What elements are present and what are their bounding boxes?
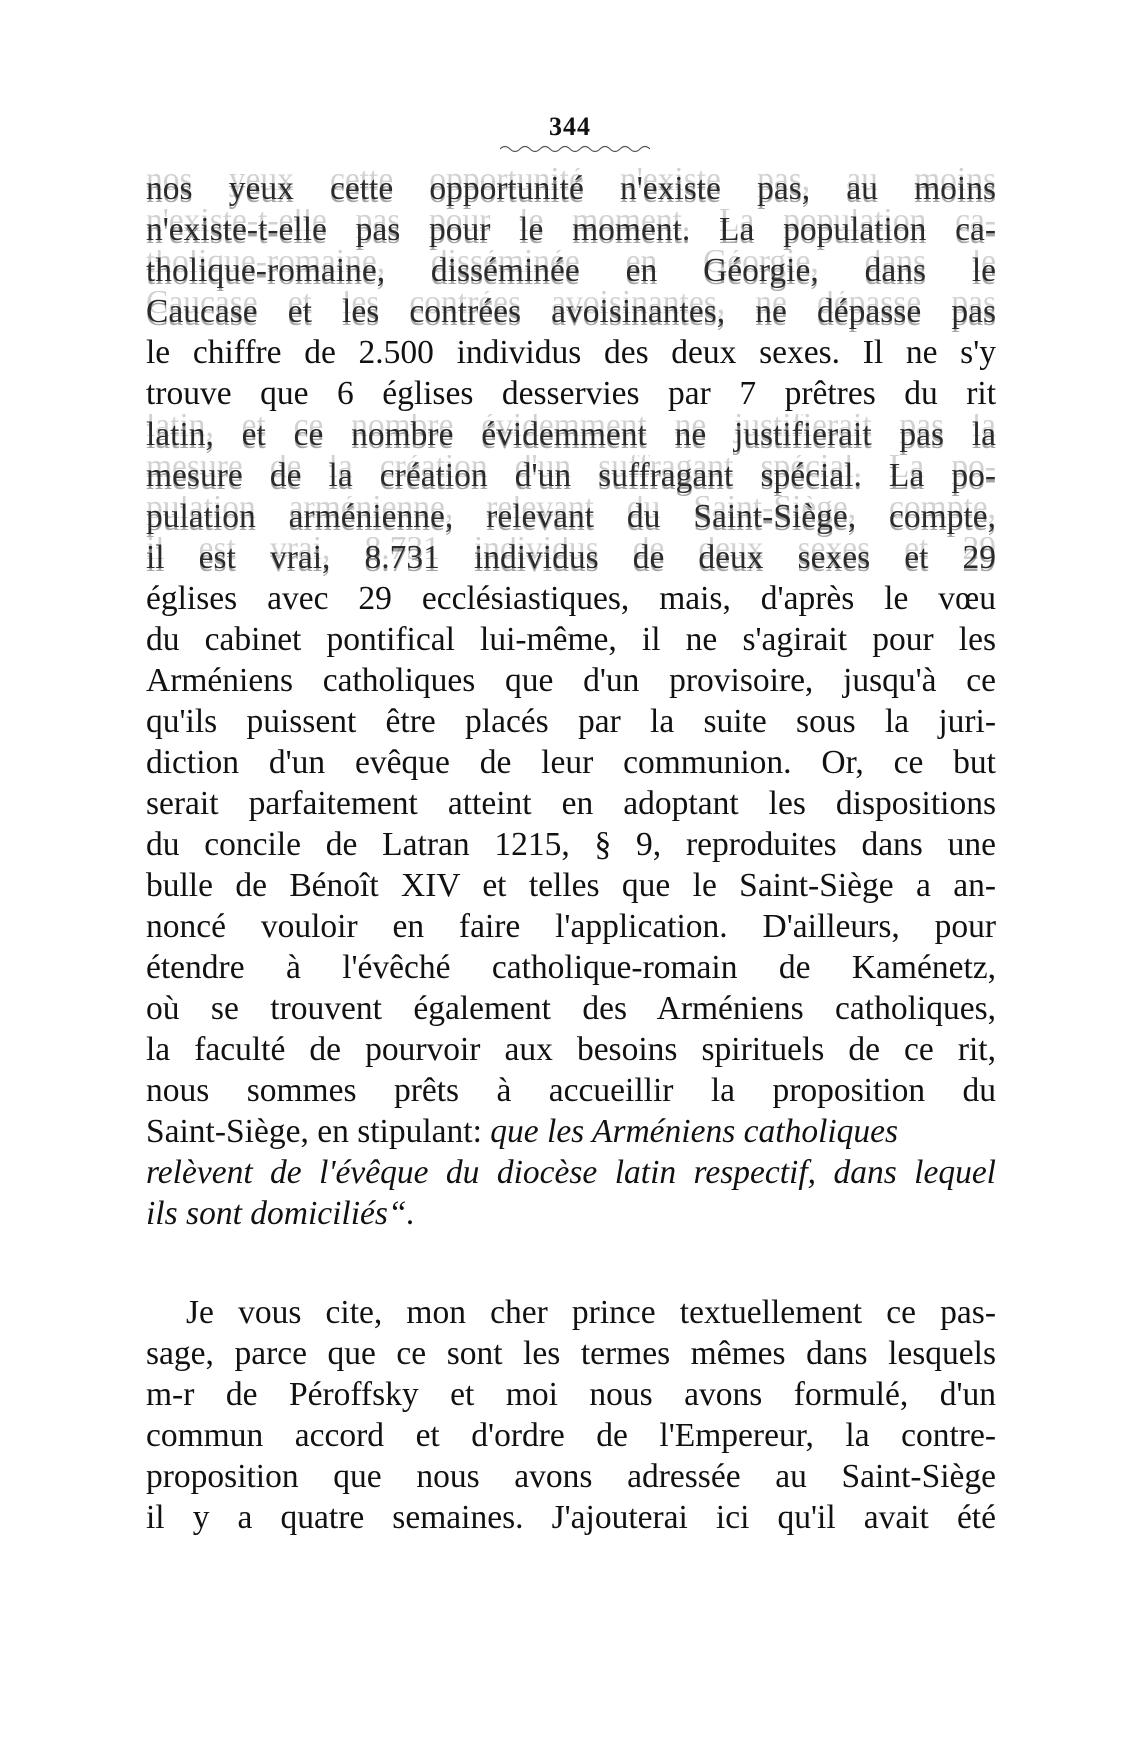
text-line: Arméniens catholiques que d'un provisoire, jusqu'à ce xyxy=(146,662,996,699)
italic-segment: que les Arméniens catholiques xyxy=(490,1113,899,1150)
text-line: du cabinet pontifical lui-même, il ne s'agirait pour les xyxy=(146,621,996,658)
text-line: Caucase et les contrées avoisinantes, ne dépasse pas xyxy=(146,293,996,330)
text-line: latin, et ce nombre évidemment ne justifierait pas la xyxy=(146,416,996,453)
page-number: 344 xyxy=(549,112,591,141)
italic-line: ils sont domiciliés“. xyxy=(146,1195,415,1232)
text-line: nos yeux cette opportunité n'existe pas, au moins xyxy=(146,170,996,207)
text-line: tholique-romaine, disséminée en Géorgie, dans le xyxy=(146,252,996,289)
text-line: il y a quatre semaines. J'ajouterai ici qu'il avait été xyxy=(146,1499,996,1536)
text-line: il est vrai, 8.731 individus de deux sexes et 29 xyxy=(146,539,996,576)
text-line: du concile de Latran 1215, § 9, reproduites dans une xyxy=(146,826,996,863)
text-line: où se trouvent également des Arméniens catholiques, xyxy=(146,990,996,1027)
italic-line: relèvent de l'évêque du diocèse latin respectif, dans lequel xyxy=(146,1154,996,1191)
text-line: étendre à l'évêché catholique-romain de Kaménetz, xyxy=(146,949,996,986)
text-line: églises avec 29 ecclésiastiques, mais, d'après le vœu xyxy=(146,580,996,617)
text-line: le chiffre de 2.500 individus des deux sexes. Il ne s'y xyxy=(146,334,996,371)
text-line: qu'ils puissent être placés par la suite sous la juri- xyxy=(146,703,996,740)
text-line: mesure de la création d'un suffragant spécial. La po- xyxy=(146,457,996,494)
paragraph-gap xyxy=(146,1234,996,1292)
text-line: noncé vouloir en faire l'application. D'ailleurs, pour xyxy=(146,908,996,945)
text-line: commun accord et d'ordre de l'Empereur, la contre- xyxy=(146,1417,996,1454)
text-line: m-r de Péroffsky et moi nous avons formulé, d'un xyxy=(146,1376,996,1413)
text-segment: Saint-Siège, en stipulant: xyxy=(146,1113,482,1150)
wave-ornament-icon xyxy=(500,144,650,154)
body-text xyxy=(146,168,996,1538)
text-line: nous sommes prêts à accueillir la proposition du xyxy=(146,1072,996,1109)
text-line: trouve que 6 églises desservies par 7 prêtres du rit xyxy=(146,375,996,412)
text-line: Je vous cite, mon cher prince textuellement ce pas- xyxy=(186,1294,996,1331)
text-line: n'existe-t-elle pas pour le moment. La population ca- xyxy=(146,211,996,248)
text-line: diction d'un evêque de leur communion. Or, ce but xyxy=(146,744,996,781)
text-line: serait parfaitement atteint en adoptant les dispositions xyxy=(146,785,996,822)
text-line: bulle de Bénoît XIV et telles que le Saint-Siège a an- xyxy=(146,867,996,904)
paragraph-1 xyxy=(146,168,996,1234)
text-line: proposition que nous avons adressée au Saint-Siège xyxy=(146,1458,996,1495)
text-line: pulation arménienne, relevant du Saint-Siège, compte, xyxy=(146,498,996,535)
paragraph-2 xyxy=(146,1292,996,1538)
text-line: la faculté de pourvoir aux besoins spirituels de ce rit, xyxy=(146,1031,996,1068)
text-line-mixed xyxy=(146,1111,996,1152)
text-line: sage, parce que ce sont les termes mêmes dans lesquels xyxy=(146,1335,996,1372)
